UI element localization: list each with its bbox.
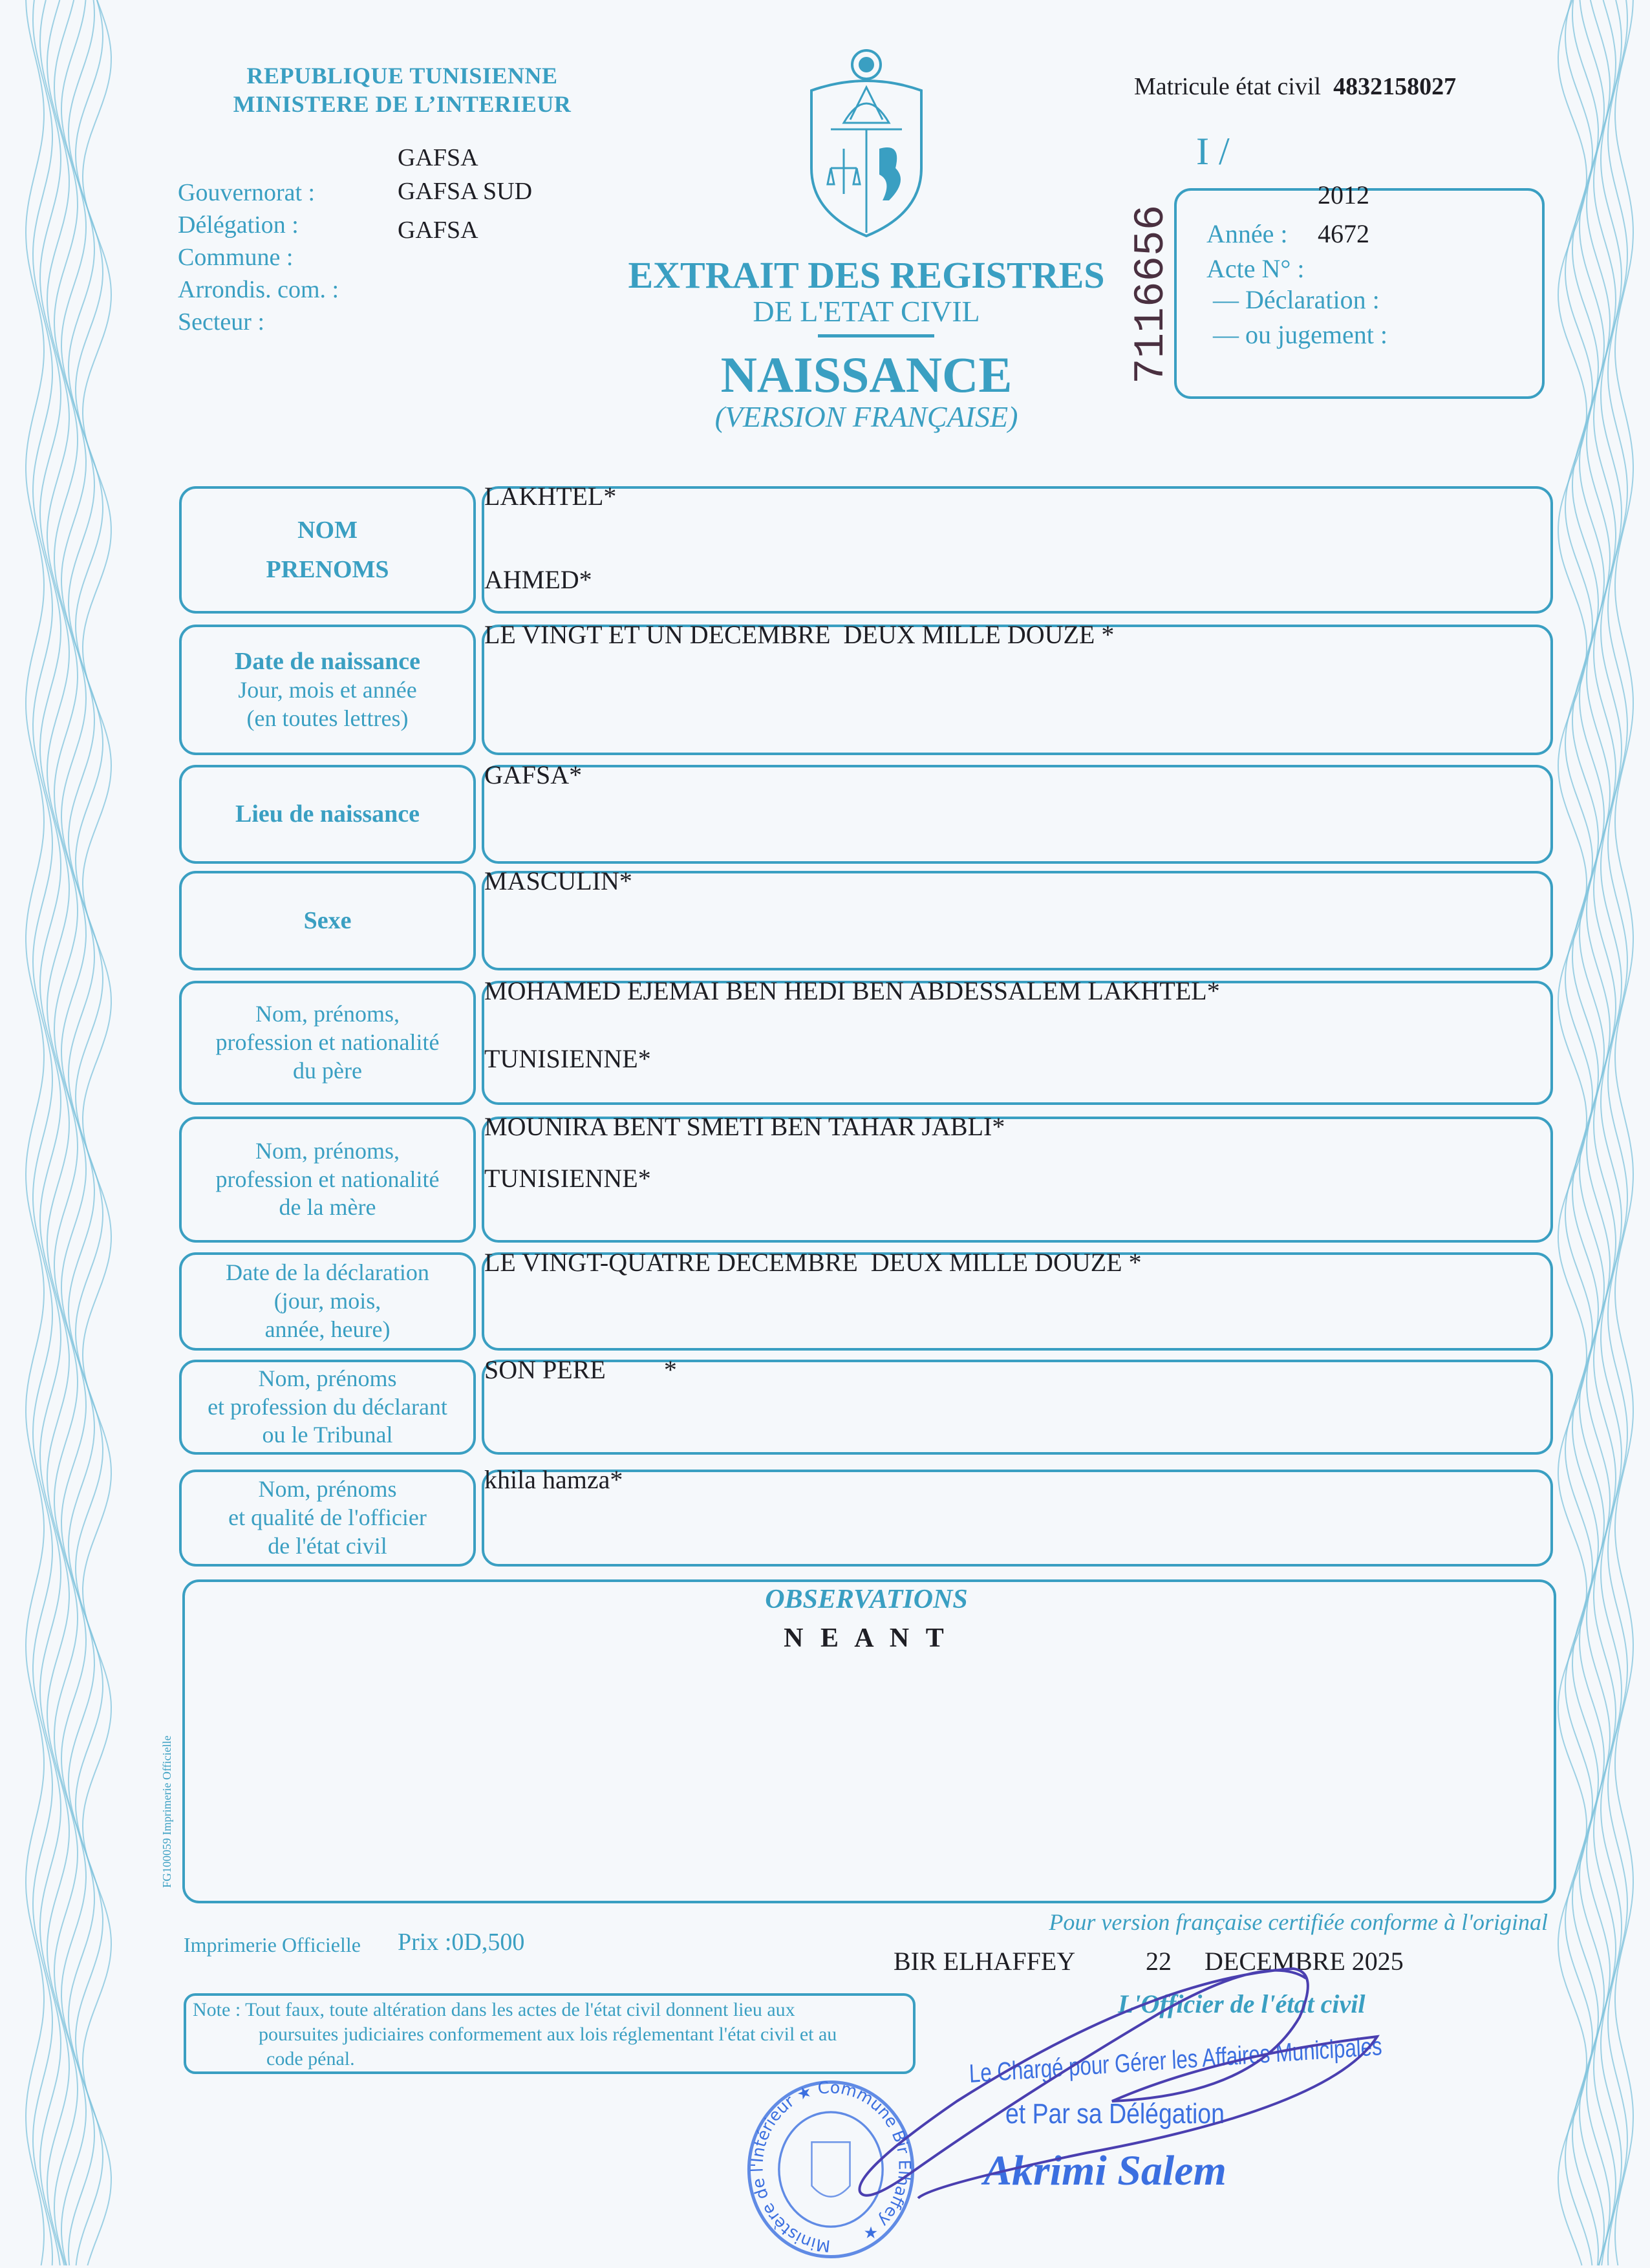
row-value-line: LAKHTEL* bbox=[484, 482, 617, 511]
row-label-line: et profession du déclarant bbox=[208, 1393, 447, 1420]
commune-value: GAFSA bbox=[398, 217, 478, 244]
arrondissement-label: Arrondis. com. : bbox=[178, 276, 339, 303]
row-label-line: Nom, prénoms bbox=[258, 1365, 397, 1391]
document-type: NAISSANCE bbox=[720, 347, 1012, 403]
row-label-line: profession et nationalité bbox=[215, 1166, 440, 1192]
row-label-name bbox=[179, 486, 476, 614]
matricule bbox=[1134, 72, 1456, 101]
jugement-label: — ou jugement : bbox=[1213, 320, 1388, 349]
row-value-line: LE VINGT-QUATRE DECEMBRE DEUX MILLE DOUZE * bbox=[484, 1248, 1142, 1277]
row-value-officer bbox=[482, 1465, 1553, 1567]
row-label-officer bbox=[179, 1470, 476, 1567]
row-value-declaration-date bbox=[482, 1248, 1553, 1351]
security-border-left bbox=[0, 0, 123, 2268]
acte-number-value: 4672 bbox=[1318, 219, 1369, 248]
row-value-birth-date bbox=[482, 620, 1553, 755]
row-value-declarant bbox=[482, 1355, 1553, 1455]
row-label-line: (en toutes lettres) bbox=[246, 705, 409, 732]
row-value-line: TUNISIENNE* bbox=[484, 1044, 651, 1073]
row-value-line: LE VINGT ET UN DECEMBRE DEUX MILLE DOUZE * bbox=[484, 620, 1115, 649]
coat-of-arms-emblem bbox=[805, 45, 928, 239]
slash-mark: I / bbox=[1196, 130, 1230, 173]
place-value: BIR ELHAFFEY bbox=[894, 1947, 1076, 1976]
handwritten-signature bbox=[763, 1940, 1442, 2211]
row-value-name bbox=[482, 482, 1553, 614]
ministry-heading: MINISTERE DE L’INTERIEUR bbox=[233, 91, 572, 117]
delegation-label: Délégation : bbox=[178, 211, 299, 239]
row-label-birth-date bbox=[179, 625, 476, 755]
row-value-line: MASCULIN* bbox=[484, 866, 632, 895]
acte-label: Acte N° : bbox=[1206, 254, 1305, 283]
row-label-declaration-date bbox=[179, 1252, 476, 1351]
row-label-line: Lieu de naissance bbox=[235, 800, 420, 828]
row-value-mother bbox=[482, 1112, 1553, 1243]
row-label-line: et qualité de l'officier bbox=[228, 1504, 427, 1531]
row-label-line: profession et nationalité bbox=[215, 1029, 440, 1056]
serial-number: 7116656 bbox=[1127, 204, 1175, 384]
row-label-line: Jour, mois et année bbox=[238, 677, 417, 703]
document-subtitle: DE L'ETAT CIVIL bbox=[753, 295, 980, 328]
row-label-line: Nom, prénoms bbox=[258, 1476, 397, 1503]
security-border-right bbox=[1553, 0, 1650, 2268]
row-value-line: MOUNIRA BENT SMETI BEN TAHAR JABLI* bbox=[484, 1112, 1005, 1141]
stamp-line-1: Le Chargé pour Gérer les Affaires Municipales bbox=[969, 2032, 1383, 2088]
officer-title: L'Officier de l'état civil bbox=[1118, 1989, 1366, 2018]
certified-statement: Pour version française certifiée conforme à l'original bbox=[1049, 1909, 1548, 1935]
row-label-line: (jour, mois, bbox=[273, 1288, 381, 1314]
row-label-line: NOM bbox=[297, 517, 358, 544]
year-value: 2012 bbox=[1318, 180, 1369, 209]
version-label: (VERSION FRANÇAISE) bbox=[714, 400, 1018, 433]
delegation-value: GAFSA SUD bbox=[398, 178, 533, 205]
legal-note-line-1: Note : Tout faux, toute altération dans les actes de l'état civil donnent lieu aux bbox=[193, 1999, 795, 2020]
row-value-line: MOHAMED EJEMAI BEN HEDI BEN ABDESSALEM LAKHTEL* bbox=[484, 976, 1220, 1005]
matricule-label: Matricule état civil bbox=[1134, 73, 1322, 100]
row-label-sex bbox=[179, 871, 476, 970]
month-year-value: DECEMBRE 2025 bbox=[1205, 1947, 1404, 1976]
matricule-value: 4832158027 bbox=[1333, 73, 1457, 100]
row-label-line: Sexe bbox=[303, 906, 352, 934]
declaration-label: — Déclaration : bbox=[1213, 285, 1380, 314]
commune-label: Commune : bbox=[178, 244, 294, 271]
price-label: Prix :0D,500 bbox=[398, 1929, 525, 1956]
row-label-father bbox=[179, 981, 476, 1105]
side-print-code: FG100059 Imprimerie Officielle bbox=[160, 1735, 173, 1888]
row-value-sex bbox=[482, 866, 1553, 970]
observations-value: N E A N T bbox=[784, 1623, 949, 1653]
legal-note-line-3: code pénal. bbox=[266, 2048, 355, 2070]
row-label-line: année, heure) bbox=[264, 1316, 391, 1342]
row-value-line: khila hamza* bbox=[484, 1465, 623, 1494]
stamp-line-2: et Par sa Délégation bbox=[1005, 2098, 1225, 2130]
gouvernorat-label: Gouvernorat : bbox=[178, 179, 316, 206]
row-value-line: SON PERE * bbox=[484, 1355, 677, 1384]
row-label-line: PRENOMS bbox=[266, 555, 389, 583]
row-label-line: Nom, prénoms, bbox=[255, 1001, 400, 1027]
row-value-birth-place bbox=[482, 760, 1553, 864]
secteur-label: Secteur : bbox=[178, 308, 265, 336]
row-label-line: Date de la déclaration bbox=[226, 1259, 429, 1286]
row-label-birth-place bbox=[179, 765, 476, 864]
row-label-declarant bbox=[179, 1360, 476, 1455]
day-value: 22 bbox=[1146, 1947, 1172, 1976]
row-value-line: TUNISIENNE* bbox=[484, 1164, 651, 1193]
row-label-mother bbox=[179, 1117, 476, 1243]
gouvernorat-value: GAFSA bbox=[398, 144, 478, 171]
stamp-ring-text: Ministère de l'Intérieur ★ Commune Bir Elhaffey ★ bbox=[747, 2078, 914, 2256]
row-label-line: de la mère bbox=[279, 1194, 376, 1221]
row-value-line: GAFSA* bbox=[484, 760, 583, 789]
legal-note-line-2: poursuites judiciaires conformement aux lois réglementant l'état civil et au bbox=[259, 2024, 837, 2045]
officer-name: Akrimi Salem bbox=[983, 2147, 1227, 2194]
observations-label: OBSERVATIONS bbox=[765, 1585, 968, 1614]
row-label-line: Nom, prénoms, bbox=[255, 1137, 400, 1164]
row-value-line: AHMED* bbox=[484, 565, 592, 594]
row-label-line: ou le Tribunal bbox=[262, 1422, 393, 1448]
row-label-line: Date de naissance bbox=[234, 647, 421, 675]
document-title: EXTRAIT DES REGISTRES bbox=[628, 254, 1105, 296]
title-divider bbox=[818, 334, 934, 337]
row-value-father bbox=[482, 976, 1553, 1105]
printer-label: Imprimerie Officielle bbox=[184, 1933, 361, 1956]
republic-heading: REPUBLIQUE TUNISIENNE bbox=[246, 63, 558, 89]
row-label-line: du père bbox=[293, 1057, 362, 1084]
annee-label: Année : bbox=[1206, 219, 1288, 248]
row-label-line: de l'état civil bbox=[268, 1532, 387, 1559]
